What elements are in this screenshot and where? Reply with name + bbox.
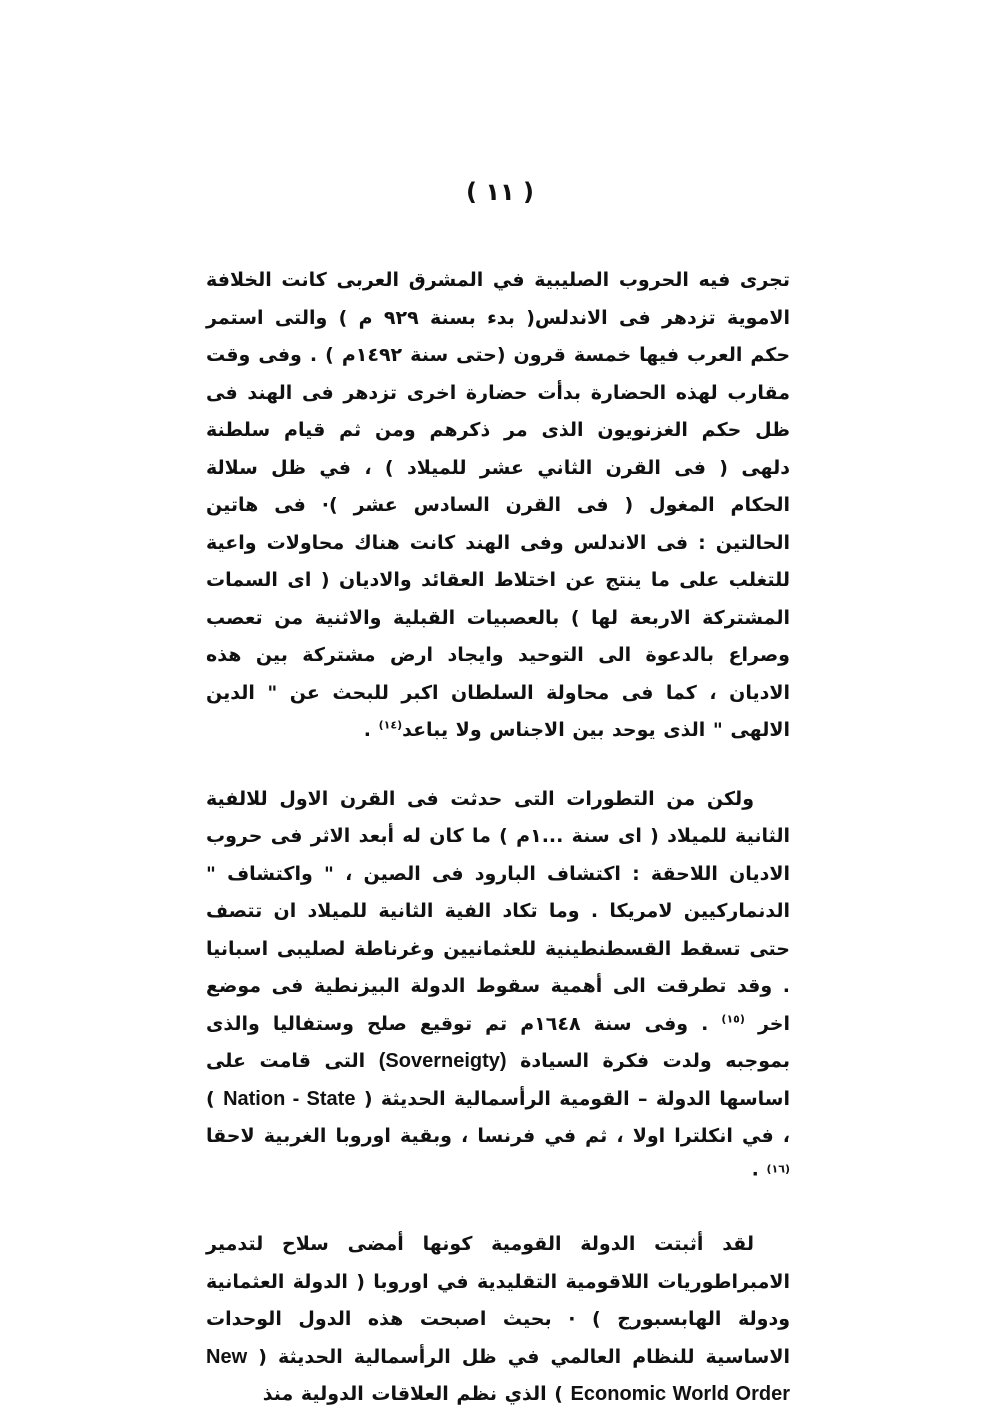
paragraph-3 [206, 1226, 790, 1414]
paragraph-text: ولكن من التطورات التى حدثت فى القرن الاول للالفية الثانية للميلاد ( اى سنة ...١م ) ما كان له أبعد الاثر فى حروب الاديان اللاحقة : اكتشاف البارود فى الصين ، " واكتشاف " الدنماركيين لامريكا . وما تكاد الفية الثانية للميلاد ان تتصف حتى تسقط القسطنطينية للعثمانيين وغرناطة لصليبى اسبانيا . وقد تطرقت الى أهمية سقوط الدولة البيزنطية فى موضع اخر [206, 787, 790, 1035]
paragraph-text: تجرى فيه الحروب الصليبية في المشرق العربى كانت الخلافة الاموية تزدهر فى الاندلس( بدء بسنة ٩٢٩ م ) والتى استمر حكم العرب فيها خمسة قرون (حتى سنة ١٤٩٢م ) . وفى وقت مقارب لهذه الحضارة بدأت حضارة اخرى تزدهر فى الهند فى ظل حكم الغزنويون الذى مر ذكرهم ومن ثم قيام سلطنة دلهى ( فى القرن الثاني عشر للميلاد ) ، في ظل سلالة الحكام المغول ( فى القرن السادس عشر )· فى هاتين الحالتين : فى الاندلس وفى الهند كانت هناك محاولات واعية للتغلب على ما ينتج عن اختلاط العقائد والاديان ( اى السمات المشتركة الاربعة لها ) بالعصبيات القبلية والاثنية من تعصب وصراع بالدعوة الى التوحيد وايجاد ارض مشتركة بين هذه الاديان ، كما فى محاولة السلطان اكبر للبحث عن " الدين الالهى " الذى يوحد بين الاجناس ولا يباعد [206, 269, 791, 741]
paragraph-1 [206, 262, 790, 750]
paragraph-text: ) ، في انكلترا اولا ، ثم في فرنسا ، وبقية اوروبا الغربية لاحقا [206, 1087, 790, 1147]
paragraph-text: التى قامت على اساسها الدولة – القومية الرأسمالية الحديثة ( [206, 1050, 790, 1110]
footnote-ref-15: (١٥) [721, 1012, 745, 1026]
footnote-ref-16: (١٦) [766, 1162, 790, 1176]
paragraph-text: لقد أثبتت الدولة القومية كونها أمضى سلاح لتدمير الامبراطوريات اللاقومية التقليدية في اوروبا ( الدولة العثمانية ودولة الهابسبورج ) · بحيث اصبحت هذه الدول الوحدات الاساسية للنظام العالمي في ظل الرأسمالية الحديثة ( [206, 1233, 790, 1368]
footnote-ref-14: (١٤) [378, 718, 403, 732]
paragraph-text: · [751, 1162, 767, 1185]
paragraph-text: . وفى سنة ١٦٤٨م تم توقيع صلح وستفاليا والذى بموجبه ولدت فكرة السيادة [206, 1012, 790, 1072]
page-body [206, 262, 790, 1414]
paragraph-text: . [363, 719, 379, 741]
paragraph-text: ) الذي نظم العلاقات الدولية منذ [262, 1383, 571, 1405]
latin-term-world-order: New Economic World Order [206, 1345, 790, 1405]
paragraph-2 [206, 781, 790, 1194]
latin-term-nation-state: Nation - State [223, 1087, 356, 1110]
latin-term-sovereignty: (Soverneigty) [378, 1050, 507, 1072]
page-number: ( ١١ ) [466, 178, 534, 206]
